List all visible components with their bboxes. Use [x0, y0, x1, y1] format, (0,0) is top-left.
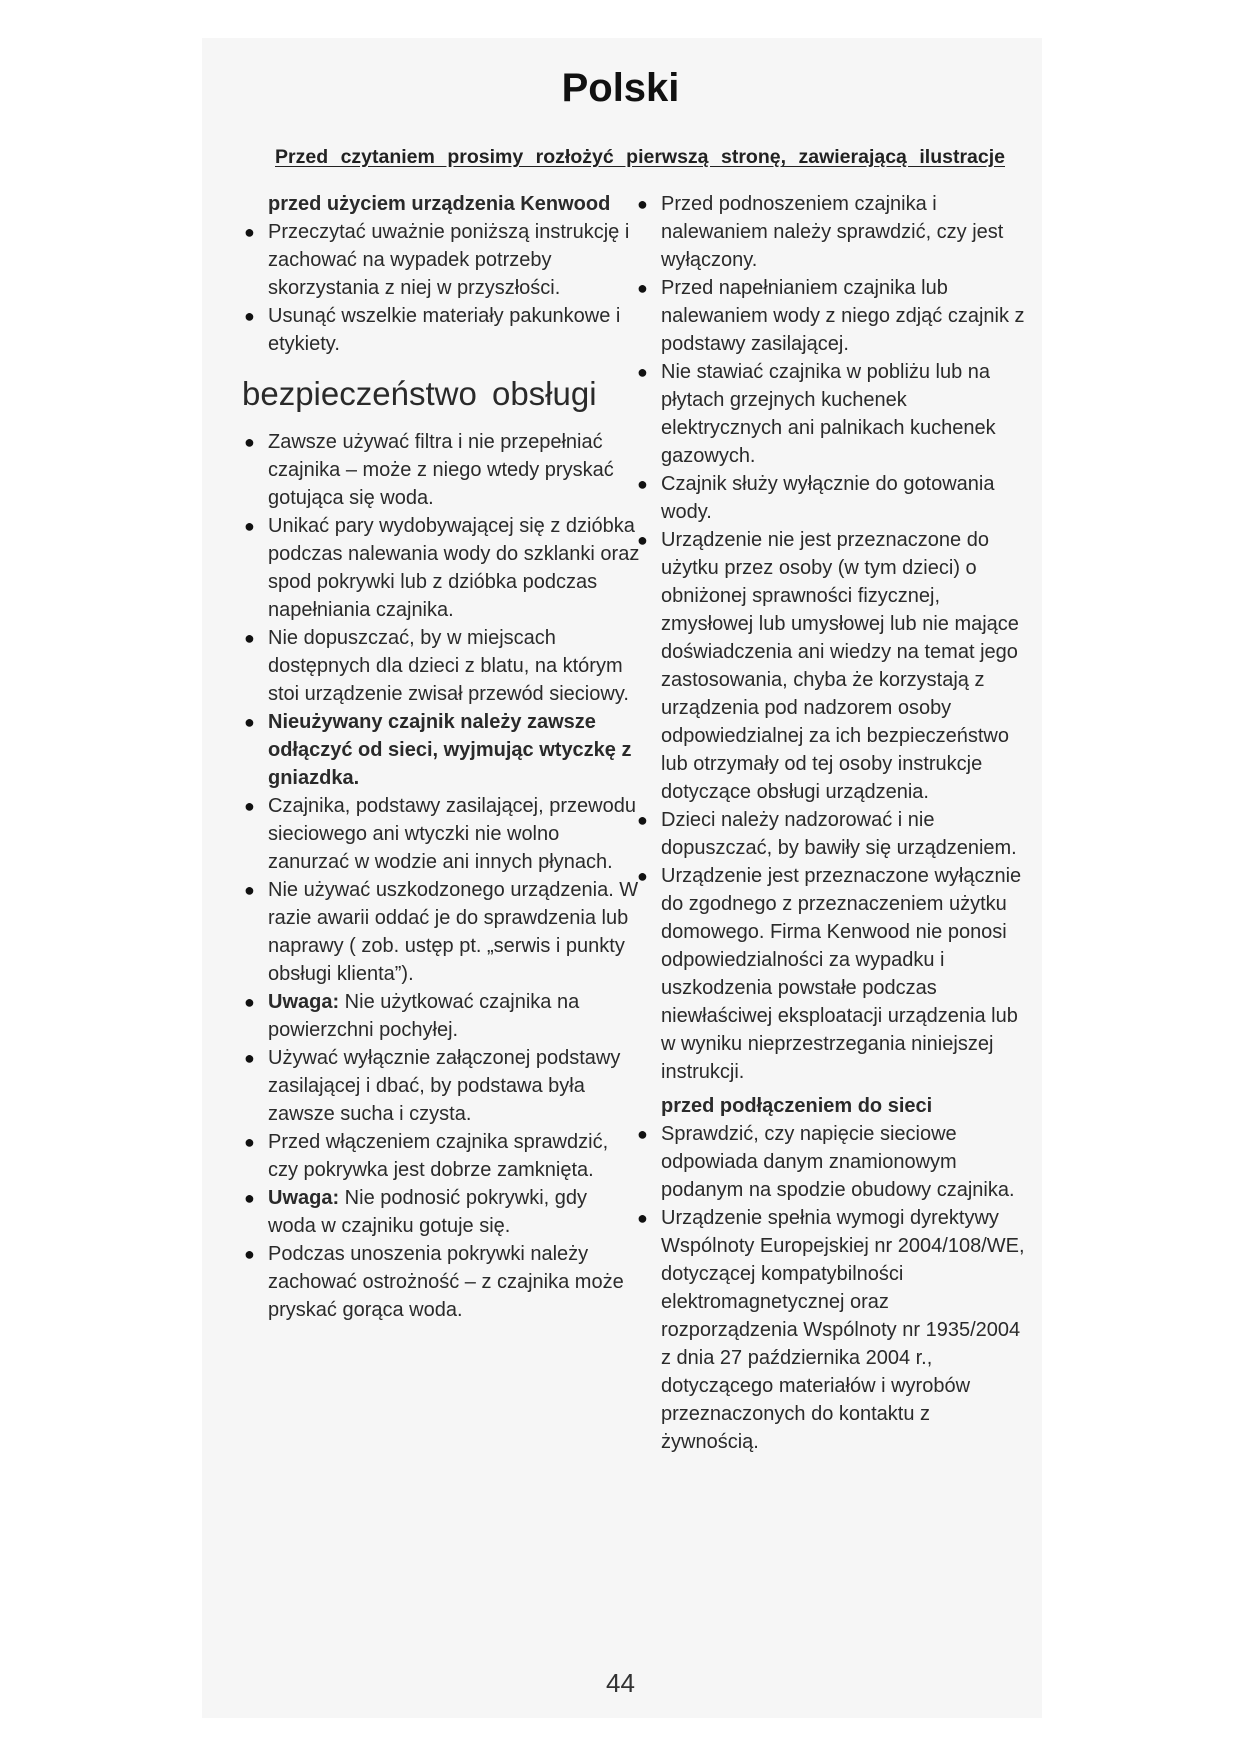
bullet-icon: ●: [637, 866, 648, 886]
list-item: ● Nie używać uszkodzonego urządzenia. W razie awarii oddać je do sprawdzenia lub naprawy ( zob. ustęp pt. „serwis i punkty obsługi klienta”).: [240, 876, 640, 988]
list-item: ● Dzieci należy nadzorować i nie dopuszczać, by bawiły się urządzeniem.: [633, 806, 1028, 862]
list-item: ● Nie dopuszczać, by w miejscach dostępnych dla dzieci z blatu, na którym stoi urządzenie zwisał przewód sieciowy.: [240, 624, 640, 708]
list-item: ● Używać wyłącznie załączonej podstawy zasilającej i dbać, by podstawa była zawsze sucha i czysta.: [240, 1044, 640, 1128]
list-item: ● Czajnik służy wyłącznie do gotowania wody.: [633, 470, 1028, 526]
bullet-icon: ●: [244, 222, 255, 242]
list-item: ● Zawsze używać filtra i nie przepełniać czajnika – może z niego wtedy pryskać gotująca się woda.: [240, 428, 640, 512]
left-column: [240, 190, 640, 1324]
right-column: [633, 190, 1028, 1456]
list-item: ● Przed napełnianiem czajnika lub nalewaniem wody z niego zdjąć czajnik z podstawy zasilającej.: [633, 274, 1028, 358]
list-item: ● Podczas unoszenia pokrywki należy zachować ostrożność – z czajnika może pryskać gorąca woda.: [240, 1240, 640, 1324]
bullet-icon: ●: [244, 1188, 255, 1208]
list-item: ● Nieużywany czajnik należy zawsze odłączyć od sieci, wyjmując wtyczkę z gniazdka.: [240, 708, 640, 792]
bullet-icon: ●: [637, 1124, 648, 1144]
warning-label: Uwaga:: [268, 991, 340, 1013]
list-item: ● Urządzenie nie jest przeznaczone do użytku przez osoby (w tym dzieci) o obniżonej sprawności fizycznej, zmysłowej lub umysłowej lub nie mające doświadczenia ani wiedzy na temat jego zastosowania, chyba że korzystają z urządzenia pod nadzorem osoby odpowiedzialnej za ich bezpieczeństwo lub otrzymały od tej osoby instrukcje dotyczące obsługi urządzenia.: [633, 526, 1028, 806]
bullet-icon: ●: [244, 628, 255, 648]
list-item: ● Usunąć wszelkie materiały pakunkowe i etykiety.: [240, 302, 640, 358]
bullet-icon: ●: [244, 992, 255, 1012]
bullet-icon: ●: [244, 1048, 255, 1068]
bullet-icon: ●: [244, 432, 255, 452]
bullet-icon: ●: [637, 530, 648, 550]
list-item: ● Uwaga: Nie użytkować czajnika na powierzchni pochyłej.: [240, 988, 640, 1044]
section-title-safety: bezpieczeństwo obsługi: [242, 375, 597, 412]
bullet-icon: ●: [637, 362, 648, 382]
page-title: Polski: [561, 66, 680, 110]
list-item: ● Unikać pary wydobywającej się z dzióbka podczas nalewania wody do szklanki oraz spod pokrywki lub z dzióbka podczas napełniania czajnika.: [240, 512, 640, 624]
warning-label: Uwaga:: [268, 1187, 340, 1209]
bullet-icon: ●: [244, 712, 255, 732]
bullet-icon: ●: [637, 278, 648, 298]
list-item: ● Czajnika, podstawy zasilającej, przewodu sieciowego ani wtyczki nie wolno zanurzać w wodzie ani innych płynach.: [240, 792, 640, 876]
bullet-icon: ●: [244, 1132, 255, 1152]
list-item: ● Uwaga: Nie podnosić pokrywki, gdy woda w czajniku gotuje się.: [240, 1184, 640, 1240]
bullet-icon: ●: [637, 810, 648, 830]
bullet-icon: ●: [244, 880, 255, 900]
page-subtitle: Przed czytaniem prosimy rozłożyć pierwszą stronę, zawierającą ilustracje: [275, 146, 1005, 168]
list-item: ● Przeczytać uważnie poniższą instrukcję i zachować na wypadek potrzeby skorzystania z niej w przyszłości.: [240, 218, 640, 302]
list-item: ● Nie stawiać czajnika w pobliżu lub na płytach grzejnych kuchenek elektrycznych ani palnikach kuchenek gazowych.: [633, 358, 1028, 470]
bullet-icon: ●: [637, 1208, 648, 1228]
list-item: ● Przed włączeniem czajnika sprawdzić, czy pokrywka jest dobrze zamknięta.: [240, 1128, 640, 1184]
section-heading-before-connecting: przed podłączeniem do sieci: [661, 1095, 933, 1117]
bullet-icon: ●: [244, 1244, 255, 1264]
bullet-icon: ●: [244, 306, 255, 326]
bullet-icon: ●: [637, 194, 648, 214]
bullet-icon: ●: [244, 516, 255, 536]
page-number: 44: [606, 1668, 635, 1698]
list-item: ● Urządzenie spełnia wymogi dyrektywy Wspólnoty Europejskiej nr 2004/108/WE, dotyczącej kompatybilności elektromagnetycznej oraz rozporządzenia Wspólnoty nr 1935/2004 z dnia 27 października 2004 r., dotyczącego materiałów i wyrobów przeznaczonych do kontaktu z żywnością.: [633, 1204, 1028, 1456]
section-heading-before-use: przed użyciem urządzenia Kenwood: [268, 193, 611, 215]
list-item: ● Sprawdzić, czy napięcie sieciowe odpowiada danym znamionowym podanym na spodzie obudowy czajnika.: [633, 1120, 1028, 1204]
bullet-icon: ●: [244, 796, 255, 816]
list-item: ● Urządzenie jest przeznaczone wyłącznie do zgodnego z przeznaczeniem użytku domowego. Firma Kenwood nie ponosi odpowiedzialności za wypadku i uszkodzenia powstałe podczas niewłaściwej eksploatacji urządzenia lub w wyniku nieprzestrzegania niniejszej instrukcji.: [633, 862, 1028, 1086]
list-item: ● Przed podnoszeniem czajnika i nalewaniem należy sprawdzić, czy jest wyłączony.: [633, 190, 1028, 274]
bullet-icon: ●: [637, 474, 648, 494]
